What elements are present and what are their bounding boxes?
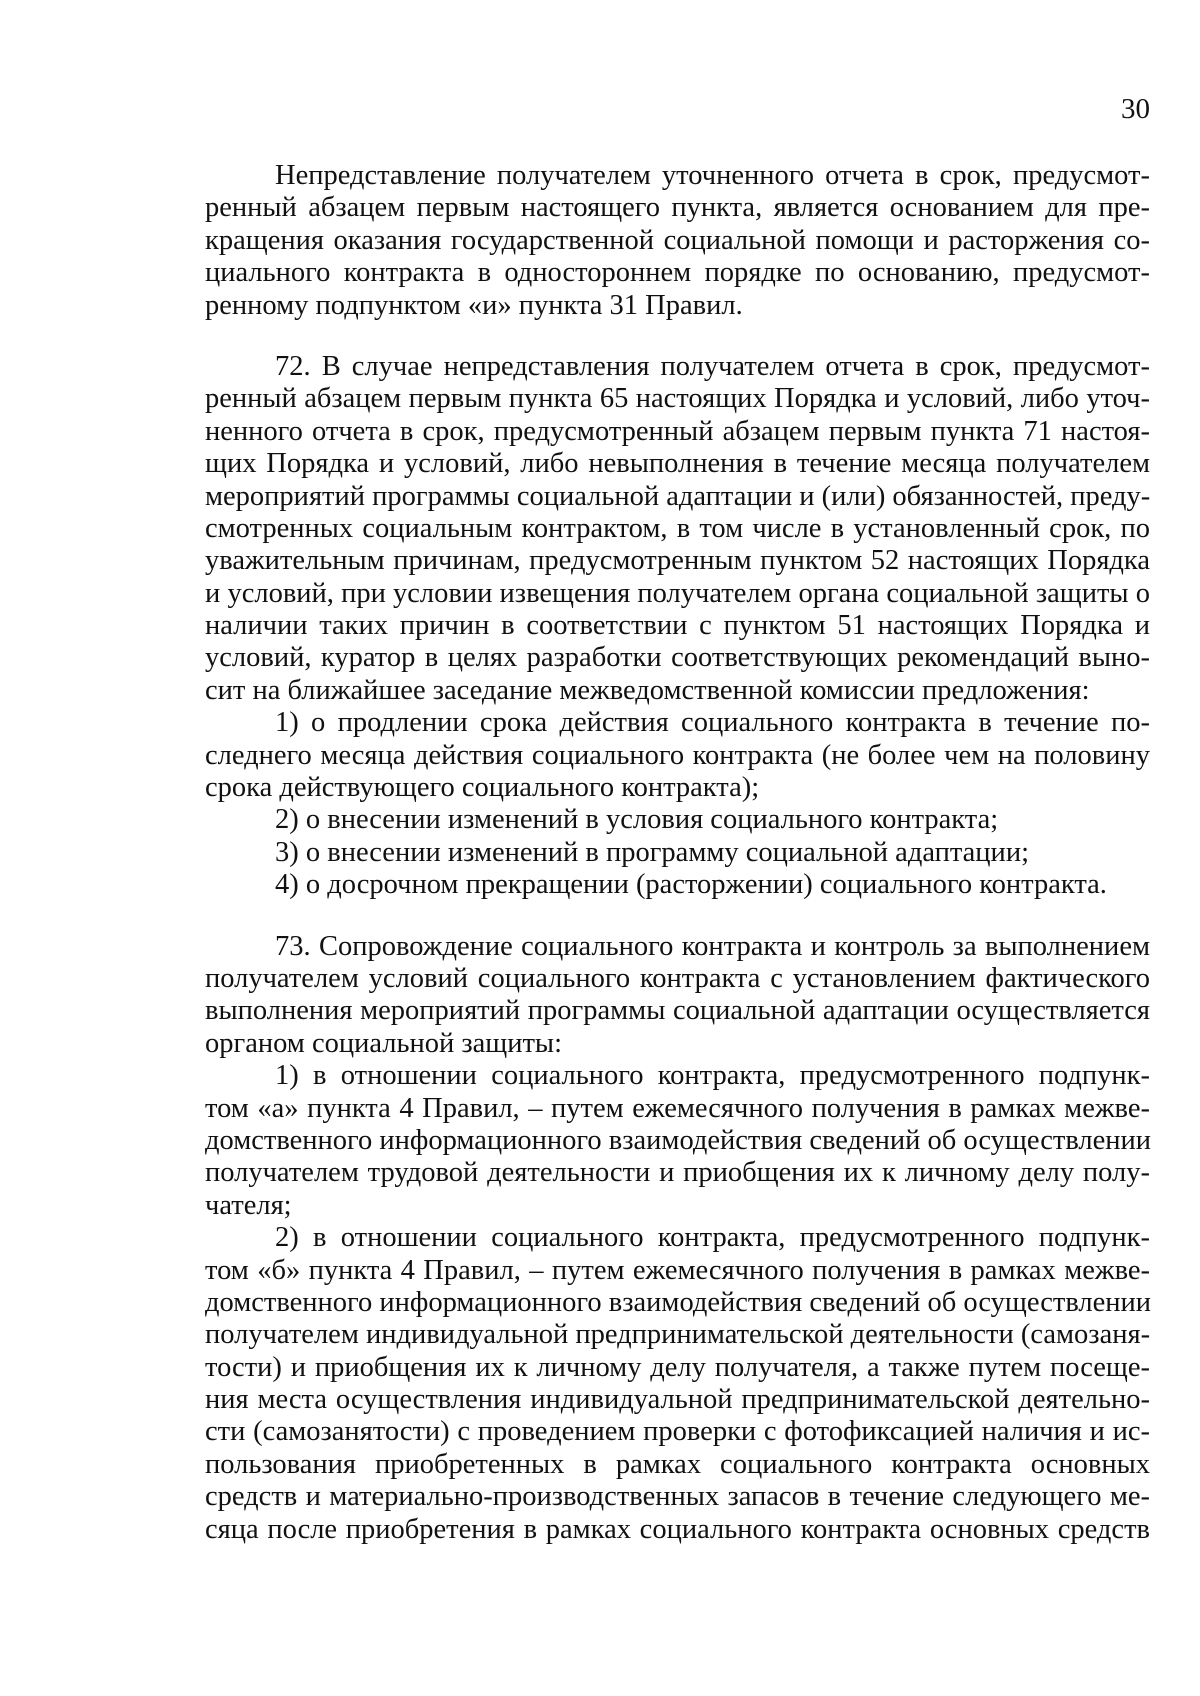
text-line: следнего месяца действия социального контракта (не более чем на половину [205, 739, 1150, 771]
list-item: 3) о внесении изменений в программу социальной адаптации; [275, 836, 1029, 868]
list-item: 4) о досрочном прекращении (расторжении) социального контракта. [275, 869, 1107, 901]
text-line: ненного отчета в срок, предусмотренный абзацем первым пункта 71 настоя- [205, 415, 1150, 447]
text-line: сяца после приобретения в рамках социального контракта основных средств [205, 1513, 1150, 1545]
paragraph-continuation [205, 160, 1150, 322]
text-line: щих Порядка и условий, либо невыполнения в течение месяца получателем [205, 448, 1150, 480]
text-line: тости) и приобщения их к личному делу получателя, а также путем посеще- [205, 1351, 1150, 1383]
text-line: смотренных социальным контрактом, в том числе в установленный срок, по [205, 512, 1150, 544]
paragraph-gap [205, 322, 1150, 351]
text-line: получателем трудовой деятельности и приобщения их к личному делу полу- [205, 1157, 1150, 1189]
text-line: ния места осуществления индивидуальной предпринимательской деятельно- [205, 1384, 1150, 1416]
text-line: домственного информационного взаимодействия сведений об осуществлении [205, 1124, 1152, 1156]
text-line: домственного информационного взаимодействия сведений об осуществлении [205, 1286, 1152, 1318]
text-line: том «б» пункта 4 Правил, – путем ежемесячного получения в рамках межве- [205, 1254, 1150, 1286]
text-line: 1) о продлении срока действия социального контракта в течение по- [275, 707, 1150, 739]
paragraph-72 [205, 351, 1150, 902]
text-line: выполнения мероприятий программы социальной адаптации осуществляется [205, 995, 1150, 1027]
text-line: ренному подпунктом «и» пункта 31 Правил. [205, 289, 743, 321]
text-line: кращения оказания государственной социальной помощи и расторжения со- [205, 224, 1150, 256]
list-item [205, 1222, 1150, 1546]
text-line: том «а» пункта 4 Правил, – путем ежемесячного получения в рамках межве- [205, 1092, 1150, 1124]
list-item [205, 707, 1150, 804]
page-number: 30 [1121, 93, 1150, 125]
text-line: наличии таких причин в соответствии с пунктом 51 настоящих Порядка и [205, 610, 1150, 642]
paragraph-gap [205, 902, 1150, 931]
text-line: уважительным причинам, предусмотренным пунктом 52 настоящих Порядка [205, 545, 1150, 577]
text-line: и условий, при условии извещения получателем органа социальной защиты о [205, 577, 1150, 609]
text-line: сти (самозанятости) с проведением проверки с фотофиксацией наличия и ис- [205, 1416, 1150, 1448]
text-line: 2) в отношении социального контракта, предусмотренного подпунк- [275, 1222, 1150, 1254]
text-line: чателя; [205, 1189, 292, 1221]
text-line: средств и материально-производственных запасов в течение следующего ме- [205, 1481, 1150, 1513]
text-line: мероприятий программы социальной адаптации и (или) обязанностей, преду- [205, 480, 1151, 512]
text-line: 1) в отношении социального контракта, предусмотренного подпунк- [275, 1060, 1150, 1092]
paragraph-73 [205, 931, 1150, 1546]
text-line: ренный абзацем первым настоящего пункта, является основанием для пре- [205, 192, 1150, 224]
list-item [205, 1060, 1150, 1222]
text-line: получателем индивидуальной предпринимательской деятельности (самозаня- [205, 1319, 1151, 1351]
document-body [205, 160, 1150, 1546]
text-line: ренный абзацем первым пункта 65 настоящих Порядка и условий, либо уточ- [205, 383, 1150, 415]
list-item: 2) о внесении изменений в условия социального контракта; [275, 804, 999, 836]
text-line: срока действующего социального контракта); [205, 772, 760, 804]
text-line: получателем условий социального контракта с установлением фактического [205, 962, 1150, 994]
text-line: 72. В случае непредставления получателем отчета в срок, предусмот- [275, 350, 1150, 382]
text-line: циального контракта в одностороннем порядке по основанию, предусмот- [205, 257, 1150, 289]
text-line: 73. Сопровождение социального контракта и контроль за выполнением [275, 930, 1150, 962]
text-line: Непредставление получателем уточненного отчета в срок, предусмот- [275, 160, 1150, 191]
text-line: условий, куратор в целях разработки соответствующих рекомендаций выно- [205, 642, 1150, 674]
text-line: пользования приобретенных в рамках социального контракта основных [205, 1448, 1150, 1480]
text-line: сит на ближайшее заседание межведомственной комиссии предложения: [205, 674, 1090, 706]
text-line: органом социальной защиты: [205, 1027, 562, 1059]
